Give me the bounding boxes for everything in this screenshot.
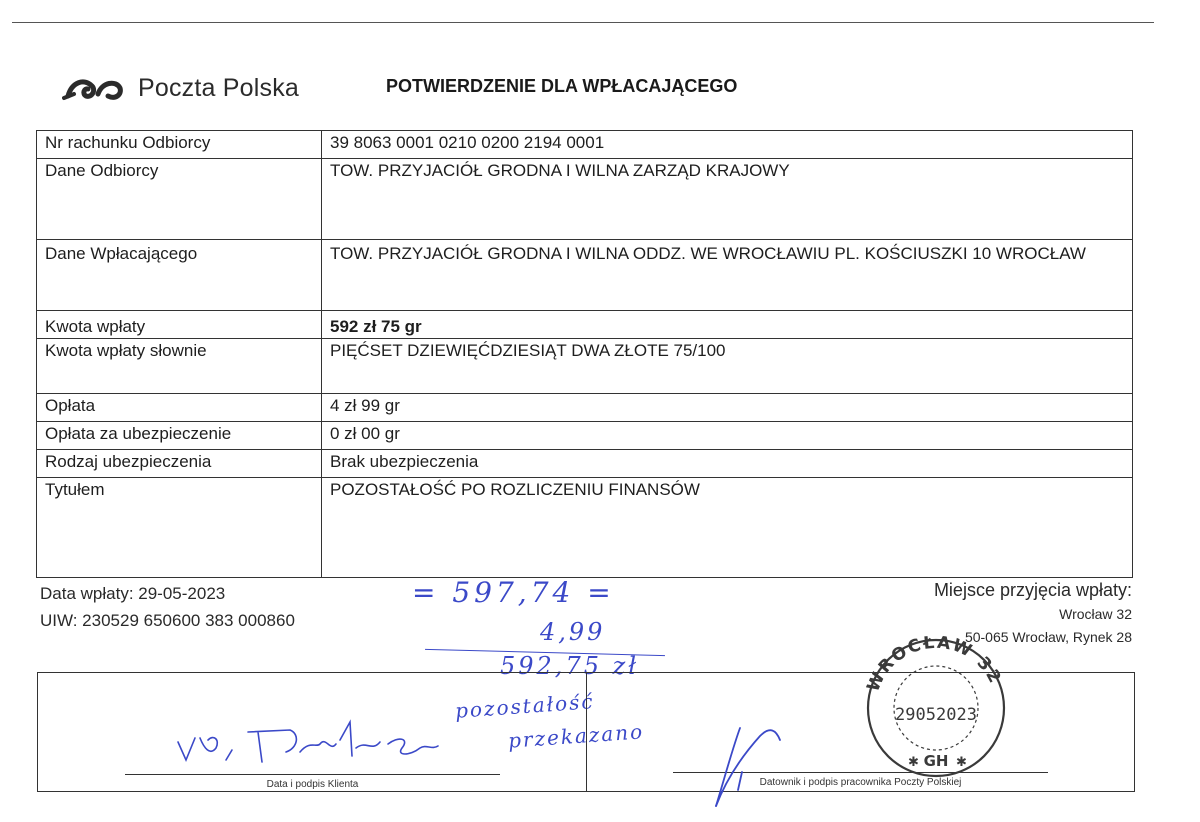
row-value: 0 zł 00 gr	[322, 422, 1133, 450]
row-value: 592 zł 75 gr	[322, 311, 1133, 339]
row-value: Brak ubezpieczenia	[322, 450, 1133, 478]
handwritten-fee: 4,99	[540, 618, 606, 646]
handwritten-amount: 592,75 zł	[500, 652, 640, 680]
table-row	[37, 311, 1133, 339]
table-row	[37, 159, 1133, 240]
table-row	[37, 478, 1133, 578]
brand-name: Poczta Polska	[138, 74, 300, 102]
signature-box-divider	[586, 672, 587, 792]
payment-date: Data wpłaty: 29-05-2023	[40, 584, 226, 603]
uiw-number: UIW: 230529 650600 383 000860	[40, 611, 295, 630]
row-value: 39 8063 0001 0210 0200 2194 0001	[322, 131, 1133, 159]
top-rule	[12, 22, 1154, 23]
post-office-name: Wrocław 32	[1059, 606, 1132, 622]
stamp-city: WROCŁAW 32	[863, 632, 1006, 695]
row-label: Kwota wpłaty słownie	[37, 339, 322, 394]
post-office-address: 50-065 Wrocław, Rynek 28	[964, 629, 1132, 645]
row-label: Opłata za ubezpieczenie	[37, 422, 322, 450]
row-label: Dane Wpłacającego	[37, 240, 322, 311]
svg-text:✱: ✱	[956, 755, 967, 770]
row-label: Rodzaj ubezpieczenia	[37, 450, 322, 478]
client-signature-line	[125, 774, 500, 775]
handwritten-note-2: przekazano	[507, 719, 645, 753]
handwritten-total: = 597,74 =	[412, 576, 615, 609]
handwritten-note-1: pozostałość	[454, 689, 596, 723]
poczta-polska-horn-logo	[62, 68, 132, 108]
clerk-signature-caption: Datownik i podpis pracownika Poczty Polskiej	[759, 777, 962, 788]
row-value: TOW. PRZYJACIÓŁ GRODNA I WILNA ZARZĄD KRAJOWY	[322, 159, 1133, 240]
table-row	[37, 394, 1133, 422]
payment-details-table	[36, 130, 1133, 578]
stamp-code: GH	[923, 752, 949, 770]
clerk-signature-line	[673, 772, 1048, 773]
table-row	[37, 422, 1133, 450]
row-label: Dane Odbiorcy	[37, 159, 322, 240]
svg-text:✱: ✱	[908, 755, 919, 770]
row-label: Opłata	[37, 394, 322, 422]
row-value: PIĘĆSET DZIEWIĘĆDZIESIĄT DWA ZŁOTE 75/100	[322, 339, 1133, 394]
row-label: Tytułem	[37, 478, 322, 578]
row-value: 4 zł 99 gr	[322, 394, 1133, 422]
table-row	[37, 240, 1133, 311]
stamp-date: 29052023	[895, 705, 977, 725]
row-label: Kwota wpłaty	[37, 311, 322, 339]
client-signature-caption: Data i podpis Klienta	[266, 779, 359, 790]
table-row	[37, 339, 1133, 394]
place-heading: Miejsce przyjęcia wpłaty:	[933, 580, 1132, 600]
document-title: POTWIERDZENIE DLA WPŁACAJĄCEGO	[386, 76, 738, 96]
row-value: TOW. PRZYJACIÓŁ GRODNA I WILNA ODDZ. WE WROCŁAWIU PL. KOŚCIUSZKI 10 WROCŁAW	[322, 240, 1133, 311]
table-row	[37, 131, 1133, 159]
row-value: POZOSTAŁOŚĆ PO ROZLICZENIU FINANSÓW	[322, 478, 1133, 578]
row-label: Nr rachunku Odbiorcy	[37, 131, 322, 159]
table-row	[37, 450, 1133, 478]
